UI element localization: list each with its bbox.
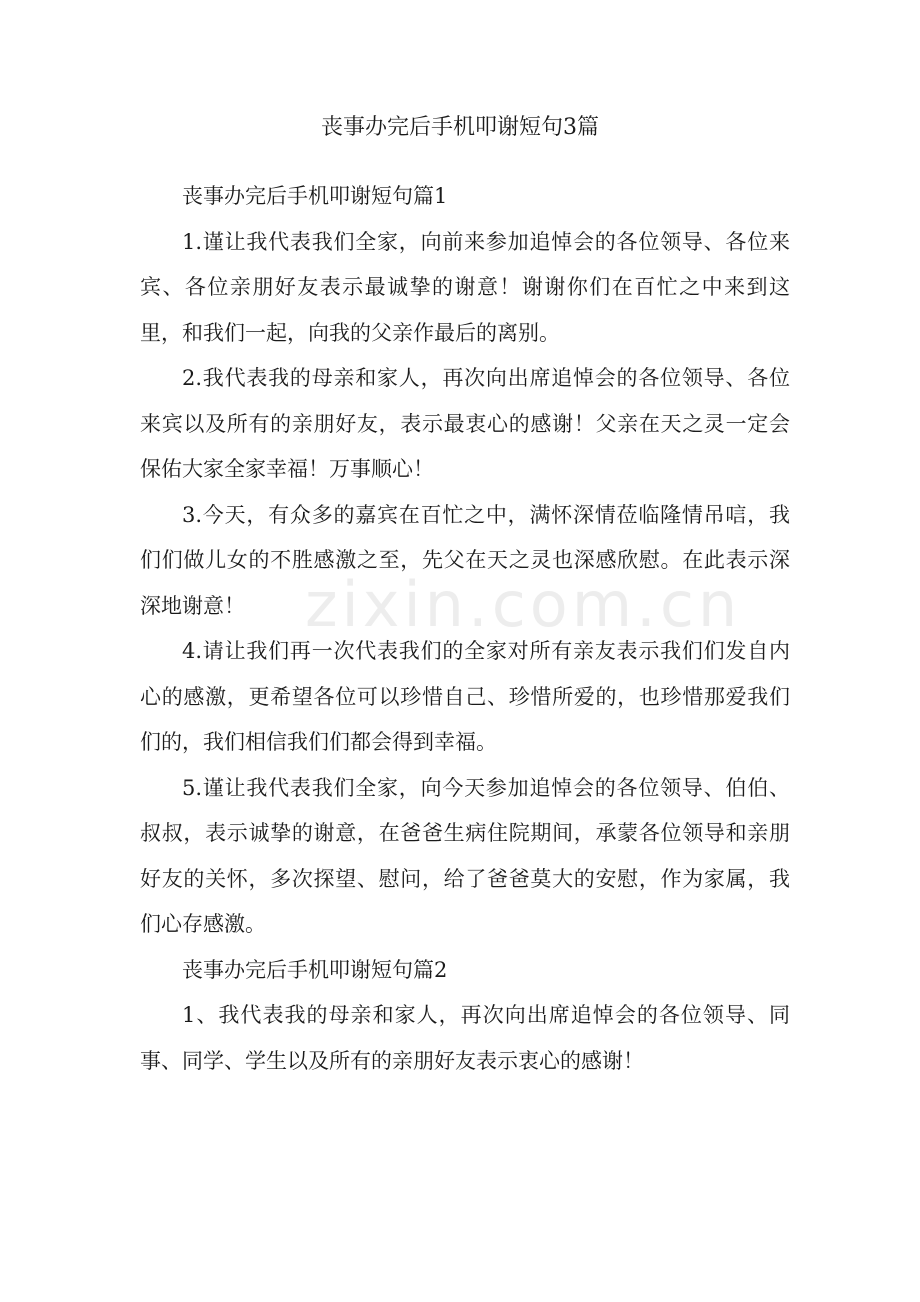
paragraph-1-4: 4.请让我们再一次代表我们的全家对所有亲友表示我们们发自内心的感激，更希望各位可以珍惜自己、珍惜所爱的，也珍惜那爱我们们的，我们相信我们们都会得到幸福。 bbox=[140, 639, 790, 754]
paragraph-2-1: 1、我代表我的母亲和家人，再次向出席追悼会的各位领导、同事、同学、学生以及所有的亲朋好友表示衷心的感谢！ bbox=[140, 1003, 790, 1073]
paragraph-1-5: 5.谨让我代表我们全家，向今天参加追悼会的各位领导、伯伯、叔叔，表示诚挚的谢意，在爸爸生病住院期间，承蒙各位领导和亲朋好友的关怀，多次探望、慰问，给了爸爸莫大的安慰，作为家属，我们心存感激。 bbox=[140, 775, 790, 936]
section-heading-2: 丧事办完后手机叩谢短句篇2 bbox=[182, 957, 448, 982]
paragraph-1-1: 1.谨让我代表我们全家，向前来参加追悼会的各位领导、各位来宾、各位亲朋好友表示最诚挚的谢意！谢谢你们在百忙之中来到这里，和我们一起，向我的父亲作最后的离别。 bbox=[140, 229, 790, 345]
paragraph-1-3: 3.今天，有众多的嘉宾在百忙之中，满怀深情莅临隆情吊唁，我们们做儿女的不胜感激之至，先父在天之灵也深感欣慰。在此表示深深地谢意！ bbox=[140, 502, 790, 618]
paragraph-1-2: 2.我代表我的母亲和家人，再次向出席追悼会的各位领导、各位来宾以及所有的亲朋好友，表示最衷心的感谢！父亲在天之灵一定会保佑大家全家幸福！万事顺心！ bbox=[140, 366, 790, 481]
document-title: 丧事办完后手机叩谢短句3篇 bbox=[321, 115, 599, 140]
document-body bbox=[140, 174, 790, 1084]
watermark-text: zixin.com.cn bbox=[305, 568, 742, 641]
section-heading-1: 丧事办完后手机叩谢短句篇1 bbox=[182, 184, 448, 208]
